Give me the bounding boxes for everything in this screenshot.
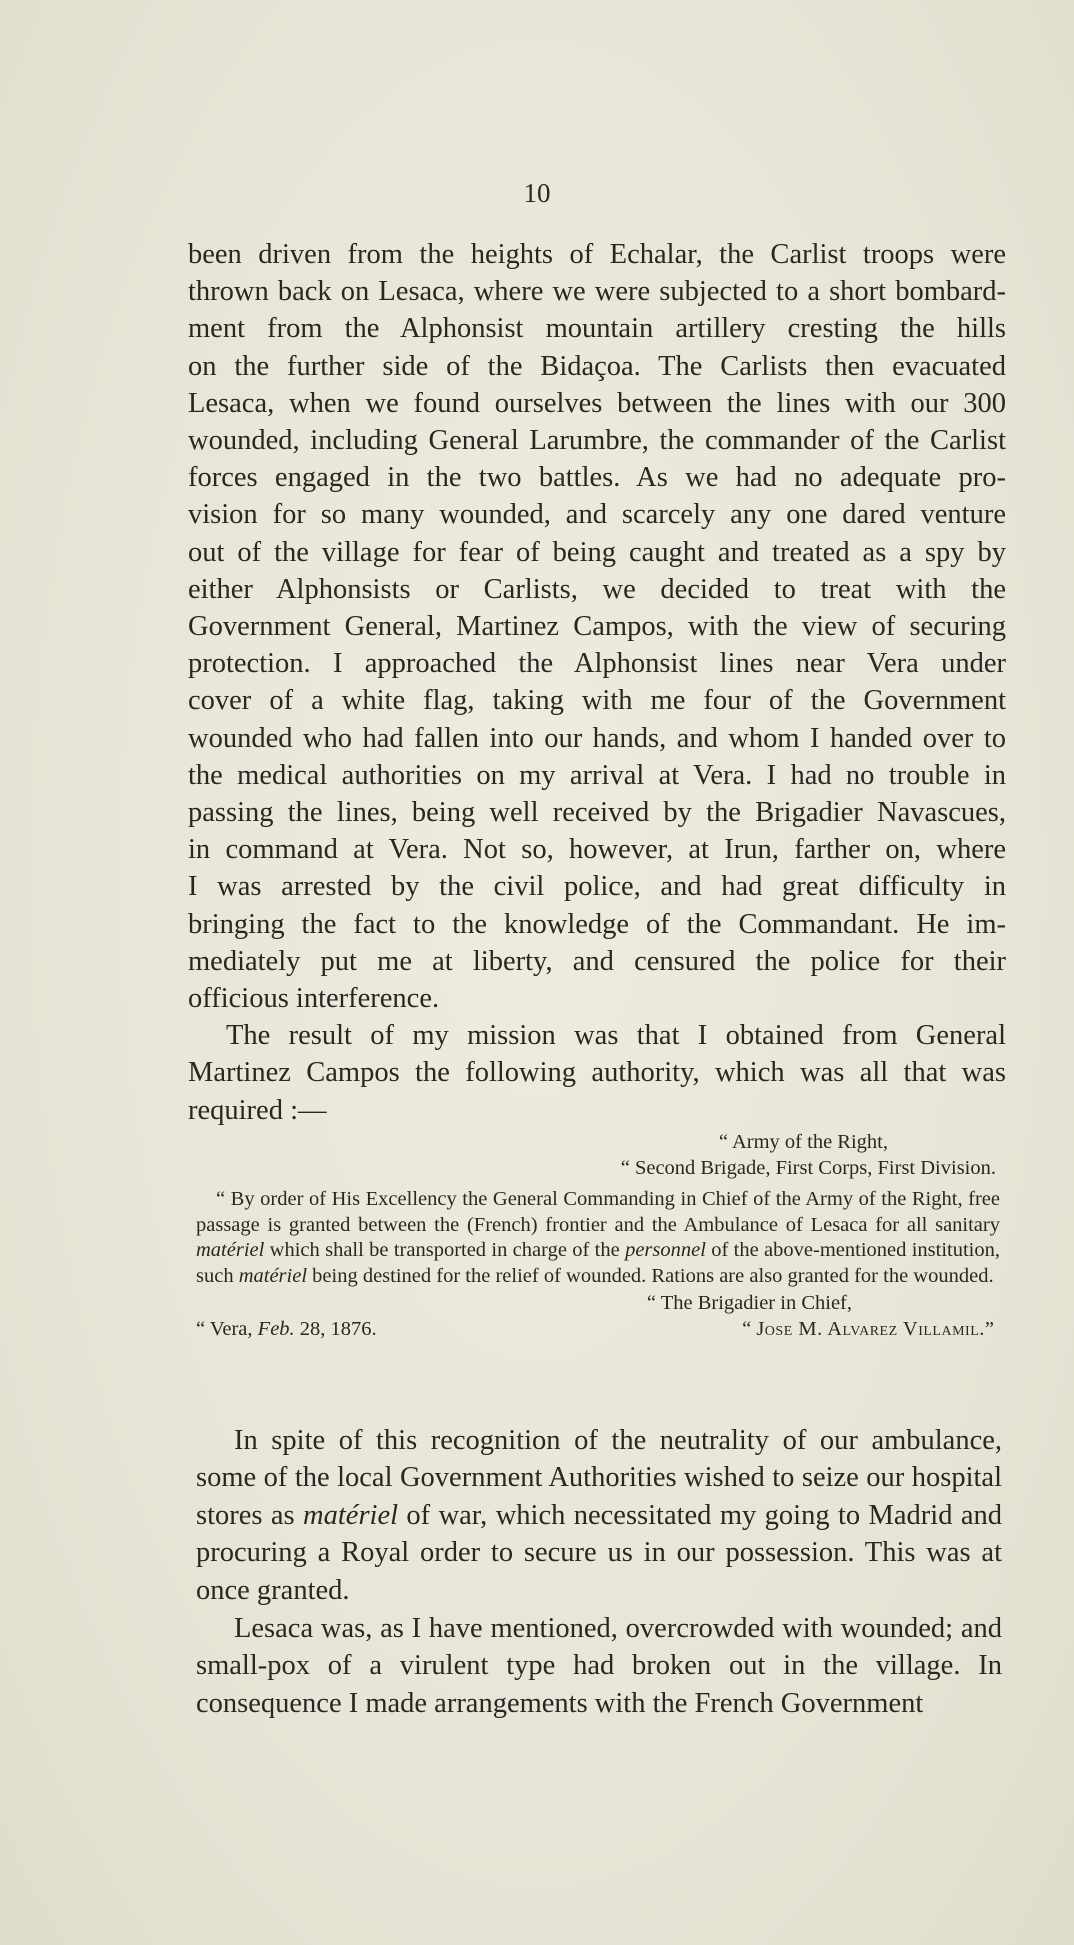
order-text: [196, 1187, 1000, 1289]
text-line: Martinez Campos the following authority, which was all that was: [188, 1057, 1006, 1089]
place-date: [196, 1317, 377, 1343]
text-line: the medical authorities on my arrival at Vera. I had no trouble in: [188, 759, 1006, 791]
text-line: been driven from the heights of Echalar, the Carlist troops were: [188, 239, 1006, 270]
signature-close-quote: ”: [984, 1317, 994, 1340]
paragraph-1: [188, 236, 1006, 1017]
text-line: forces engaged in the two battles. As we had no adequate pro-: [188, 462, 1006, 494]
text-line: required :—: [188, 1094, 327, 1126]
text-line: passing the lines, being well received by the Brigadier Navascues,: [188, 797, 1006, 829]
text-line: officious interference.: [188, 983, 440, 1015]
text-line: The result of my mission was that I obtained from General: [226, 1020, 1006, 1052]
signature-open-quote: “: [742, 1317, 757, 1340]
text-line: Lesaca, when we found ourselves between the lines with our 300: [188, 387, 1006, 419]
date-text: 28, 1876.: [294, 1317, 377, 1340]
paragraph-2: [188, 1017, 1006, 1129]
order-heading-army: “ Army of the Right,: [718, 1131, 888, 1153]
text-line: either Alphonsists or Carlists, we decided to treat with the: [188, 573, 1006, 605]
text-line: wounded who had fallen into our hands, and whom I handed over to: [188, 722, 1006, 754]
main-text-lower: [196, 1422, 1002, 1722]
materiel-term: matériel: [238, 1264, 308, 1287]
text-line: protection. I approached the Alphonsist lines near Vera under: [188, 648, 1006, 680]
signature-title: “ The Brigadier in Chief,: [646, 1292, 852, 1314]
main-text-upper: [188, 236, 1006, 1129]
text-line: in command at Vera. Not so, however, at Irun, farther on, where: [188, 834, 1006, 866]
place-prefix: “ Vera,: [196, 1317, 258, 1340]
text-line: cover of a white flag, taking with me four of the Government: [188, 685, 1006, 717]
signature-line: [196, 1317, 1000, 1343]
text-line: ment from the Alphonsist mountain artillery cresting the hills: [188, 313, 1006, 345]
order-text-part: being destined for the relief of wounded. Rations are also granted for the wounded.: [307, 1264, 994, 1287]
materiel-term: matériel: [303, 1499, 399, 1531]
paragraph-3-part: of war, which necessitated my going to Madrid and procuring a Royal order to secure us in our possession. This was at once granted.: [196, 1499, 1002, 1606]
signature-name-text: Jose M. Alvarez Villamil.: [756, 1317, 985, 1340]
order-text-part: “ By order of His Excellency the General Commanding in Chief of the Army of the Right, free passage is granted between the (French) frontier and the Ambulance of Lesaca for all sanitary: [196, 1188, 1000, 1236]
text-line: bringing the fact to the knowledge of the Commandant. He im-: [188, 908, 1006, 940]
order-text-part: of the above-mentioned institution, such: [196, 1239, 1000, 1287]
page-number: 10: [523, 178, 551, 208]
text-line: wounded, including General Larumbre, the commander of the Carlist: [188, 425, 1006, 457]
paragraph-3: [196, 1422, 1002, 1609]
text-line: mediately put me at liberty, and censured the police for their: [188, 945, 1006, 977]
text-line: I was arrested by the civil police, and had great difficulty in: [188, 871, 1006, 903]
personnel-term: personnel: [625, 1239, 706, 1261]
text-line: out of the village for fear of being caught and treated as a spy by: [188, 536, 1006, 568]
text-line: vision for so many wounded, and scarcely any one dared venture: [188, 499, 1006, 531]
paragraph-3-part: In spite of this recognition of the neutrality of our ambulance, some of the local Government Authorities wished to seize our hospital stores as: [196, 1425, 1002, 1531]
month-abbrev: Feb.: [257, 1317, 295, 1340]
signature-name: [742, 1317, 1000, 1343]
text-line: Government General, Martinez Campos, with the view of securing: [188, 611, 1006, 643]
text-line: on the further side of the Bidaçoa. The Carlists then evacuated: [188, 350, 1006, 382]
order-text-part: which shall be transported in charge of the: [264, 1239, 626, 1261]
quoted-order: [196, 1130, 1000, 1342]
text-line: thrown back on Lesaca, where we were subjected to a short bombard-: [188, 276, 1006, 308]
order-heading-brigade: “ Second Brigade, First Corps, First Division.: [620, 1156, 996, 1179]
paragraph-4: Lesaca was, as I have mentioned, overcrowded with wounded; and small-pox of a virulent type had broken out in the village. In consequence I made arrangements with the French Government: [196, 1613, 1002, 1719]
materiel-term: matériel: [196, 1239, 265, 1261]
